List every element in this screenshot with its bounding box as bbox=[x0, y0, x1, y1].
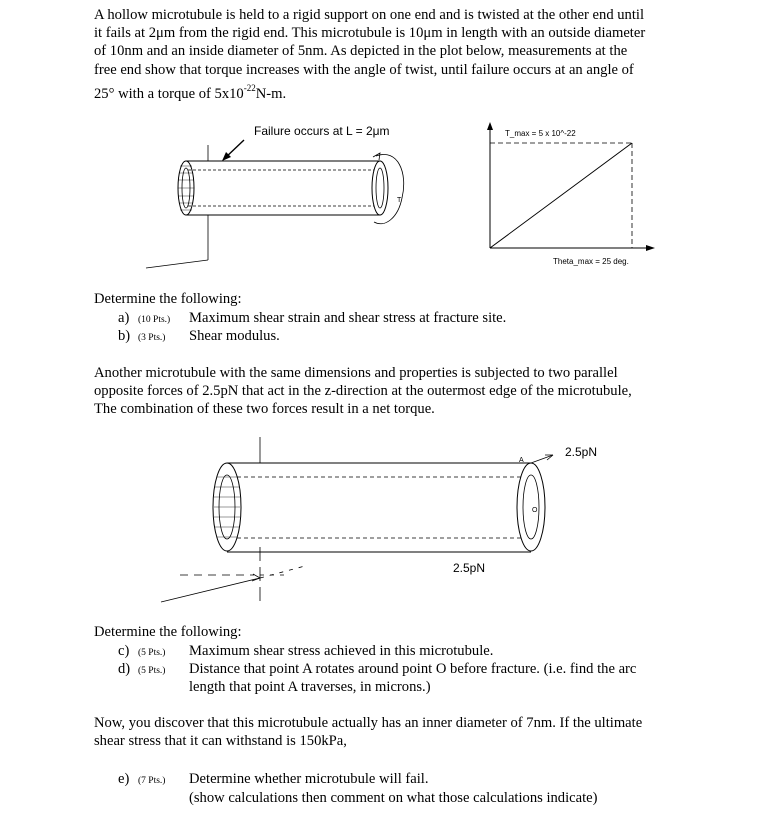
intro-text: N-m. bbox=[255, 85, 287, 102]
heading-text: Determine the following: bbox=[94, 624, 242, 640]
point-a-label: A bbox=[519, 457, 524, 464]
twisted-tube-figure bbox=[140, 118, 410, 278]
question-item bbox=[118, 642, 493, 662]
intro-text: 25° with a torque of 5x10 bbox=[94, 85, 244, 102]
question-item bbox=[118, 660, 636, 680]
intro-line bbox=[94, 79, 710, 103]
torque-symbol: T bbox=[397, 197, 402, 204]
para-line: The combination of these two forces result in a net torque. bbox=[94, 401, 435, 418]
question-item bbox=[118, 770, 429, 790]
item-points: (5 Pts.) bbox=[138, 648, 166, 658]
torque-plot bbox=[480, 118, 670, 273]
item-text: Determine whether microtubule will fail. bbox=[189, 771, 429, 787]
section2-heading bbox=[94, 623, 710, 641]
intro-line: free end show that torque increases with the angle of twist, until failure occurs at an angle of bbox=[94, 61, 634, 78]
item-label: b) bbox=[118, 328, 131, 344]
item-label: e) bbox=[118, 771, 130, 787]
intro-paragraph bbox=[94, 6, 710, 103]
item-points: (3 Pts.) bbox=[138, 333, 166, 343]
paragraph-3 bbox=[94, 714, 710, 750]
torque-line bbox=[490, 143, 632, 248]
section1-heading bbox=[94, 290, 710, 308]
force-bottom-label: 2.5pN bbox=[453, 561, 486, 575]
paragraph-2 bbox=[94, 364, 710, 419]
item-label: a) bbox=[118, 310, 130, 326]
item-text: length that point A traverses, in microns.) bbox=[189, 679, 431, 695]
plot-axis-label: Theta_max = 25 deg. bbox=[553, 257, 629, 266]
intro-line: it fails at 2μm from the rigid end. This microtubule is 10μm in length with an outside diameter bbox=[94, 25, 646, 42]
item-points: (5 Pts.) bbox=[138, 666, 166, 676]
para-line: Another microtubule with the same dimensions and properties is subjected to two parallel bbox=[94, 365, 618, 381]
item-text: Maximum shear strain and shear stress at fracture site. bbox=[189, 310, 507, 326]
question-item-continued bbox=[189, 789, 598, 807]
question-item bbox=[118, 327, 280, 347]
para-line: opposite forces of 2.5pN that act in the z-direction at the outermost edge of the microtubule, bbox=[94, 383, 632, 400]
item-points: (7 Pts.) bbox=[138, 776, 166, 786]
item-label: c) bbox=[118, 643, 130, 659]
failure-label: Failure occurs at L = 2μm bbox=[254, 124, 390, 138]
question-item-continued bbox=[189, 678, 431, 696]
force-top-label: 2.5pN bbox=[565, 445, 598, 459]
heading-text: Determine the following: bbox=[94, 291, 242, 307]
force-tube-figure bbox=[155, 432, 625, 607]
item-text: Shear modulus. bbox=[189, 328, 280, 344]
para-line: Now, you discover that this microtubule actually has an inner diameter of 7nm. If the ultimate bbox=[94, 715, 643, 731]
torque-plot-svg bbox=[480, 118, 670, 273]
intro-line: A hollow microtubule is held to a rigid support on one end and is twisted at the other end until bbox=[94, 7, 645, 23]
tube-diagram bbox=[140, 118, 410, 278]
point-o-label: O bbox=[532, 507, 538, 514]
para-line: shear stress that it can withstand is 150kPa, bbox=[94, 733, 347, 750]
intro-line: of 10nm and an inside diameter of 5nm. As depicted in the plot below, measurements at the bbox=[94, 43, 628, 60]
plot-top-label: T_max = 5 x 10^-22 bbox=[505, 129, 576, 138]
question-item bbox=[118, 309, 506, 329]
force-diagram bbox=[155, 432, 625, 607]
item-points: (10 Pts.) bbox=[138, 315, 171, 325]
item-text: Distance that point A rotates around point O before fracture. (i.e. find the arc bbox=[189, 661, 637, 677]
item-text: Maximum shear stress achieved in this microtubule. bbox=[189, 643, 494, 659]
exponent: -22 bbox=[243, 82, 256, 93]
item-label: d) bbox=[118, 661, 131, 677]
item-text: (show calculations then comment on what those calculations indicate) bbox=[189, 790, 598, 806]
